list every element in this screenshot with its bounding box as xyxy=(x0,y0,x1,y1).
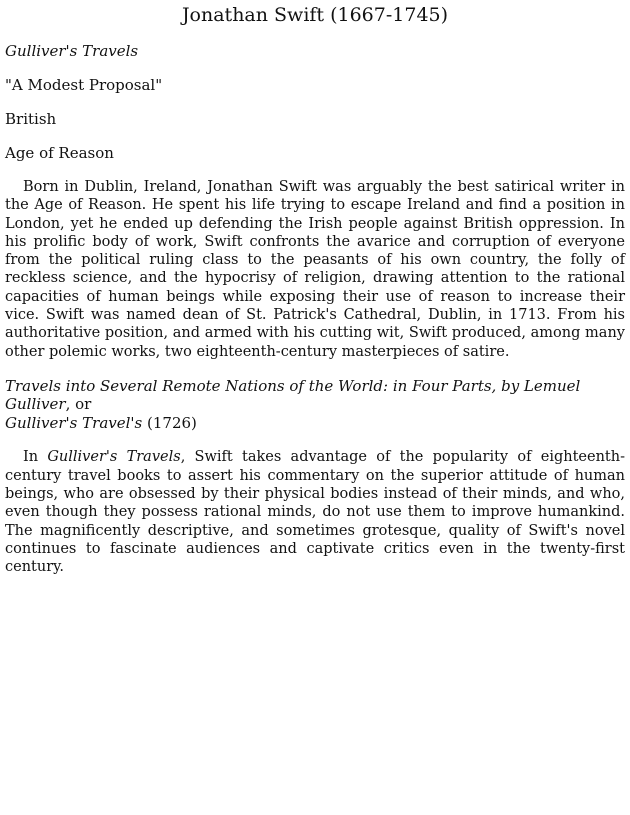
nationality: British xyxy=(5,110,57,128)
work-paragraph-italic: Gulliver's Travels xyxy=(47,449,181,466)
biography-paragraph: Born in Dublin, Ireland, Jonathan Swift was arguably the best satirical writer in the Age of Reason. He spent his life trying to escape Ireland and find a position in London, yet he ended up defending the Irish people against British oppression. In his prolific body of work, Swift confronts the avarice and corruption of everyone from the political ruling class to the peasants of his own country, the folly of reckless science, and the hypocrisy of religion, drawing attention to the rational capacities of human beings while exposing their use of reason to increase their vice. Swift was named dean of St. Patrick's Cathedral, Dublin, in 1713. From his authoritative position, and armed with his cutting wit, Swift produced, among many other polemic works, two eighteenth-century masterpieces of satire. xyxy=(5,179,625,360)
page-title: Jonathan Swift (1667-1745) xyxy=(181,4,449,26)
work-paragraph-rest: , Swift takes advantage of the popularity of eighteenth-century travel books to assert his commentary on the superior attitude of human beings, who are obsessed by their physical bodies instead of their minds, and who, even though they possess rational minds, do not use them to improve humankind. The magnificently descriptive, and sometimes grotesque, quality of Swift's novel continues to fascinate audiences and captivate critics even in the twenty-first century. xyxy=(5,449,625,576)
work-paragraph xyxy=(5,448,625,576)
document-page xyxy=(5,0,625,577)
work-year: (1726) xyxy=(142,413,197,432)
work-connector: , or xyxy=(65,395,92,414)
work-short-title: Gulliver's Travel's xyxy=(5,413,143,432)
notable-work xyxy=(5,42,625,60)
era: Age of Reason xyxy=(5,144,114,162)
work-full-title: Travels into Several Remote Nations of the World: in Four Parts, by Lemuel Gulliver xyxy=(5,376,581,414)
notable-work-title: Gulliver's Travels xyxy=(5,42,139,60)
work-paragraph-lead: In xyxy=(23,449,48,466)
other-work: "A Modest Proposal" xyxy=(5,76,163,94)
work-heading xyxy=(5,377,625,433)
